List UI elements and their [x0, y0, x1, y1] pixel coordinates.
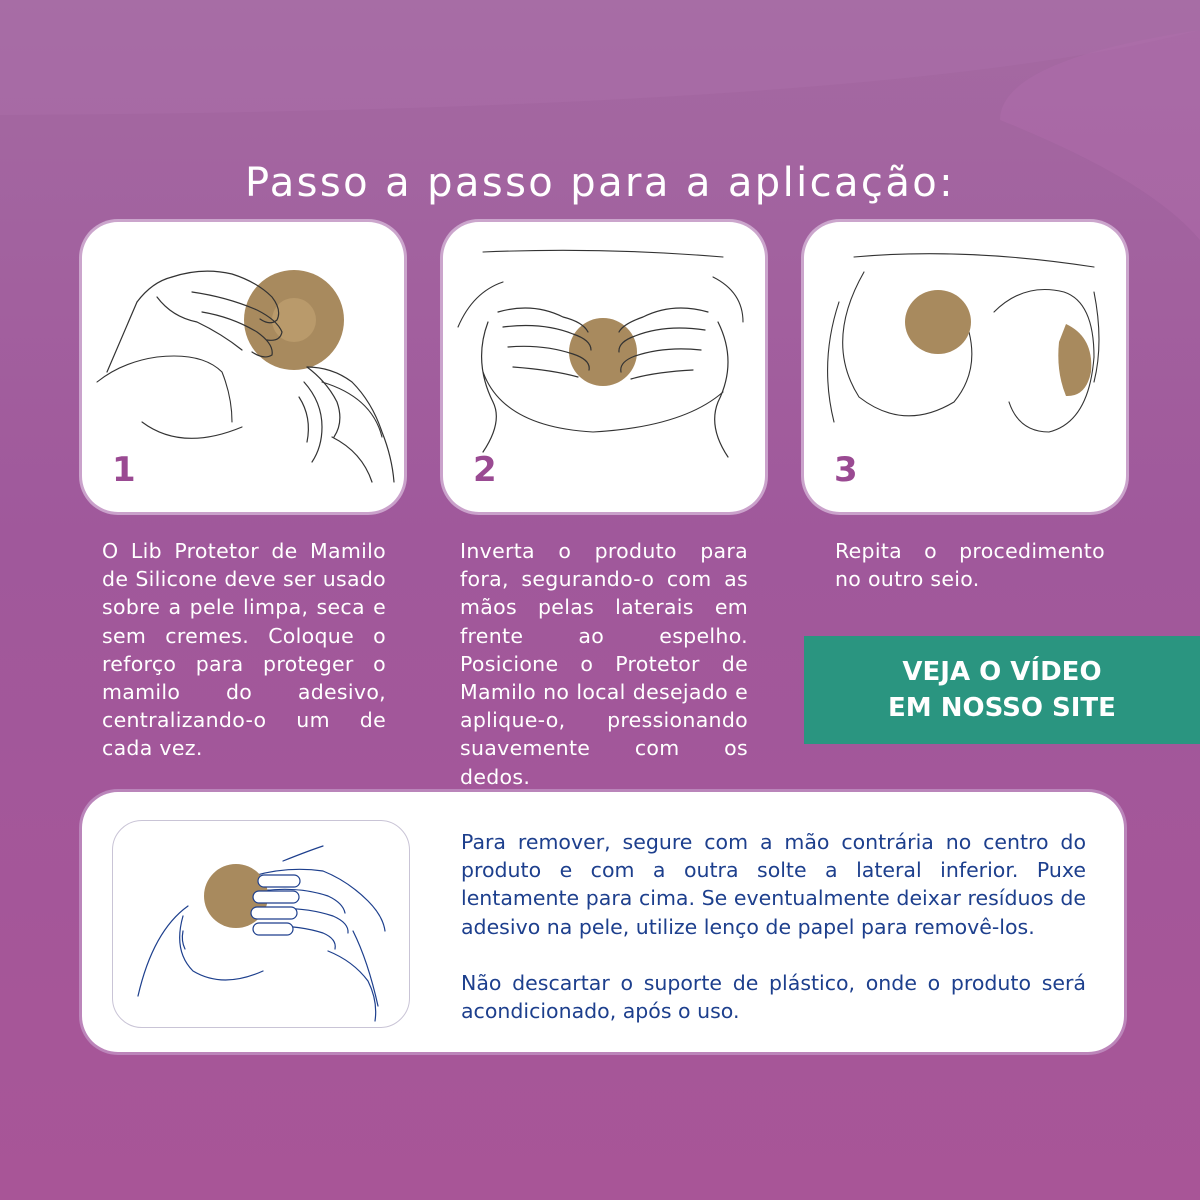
step-2-description: Inverta o produto para fora, segurando-o com as mãos pelas laterais em frente ao espelho. Posicione o Protetor de Mamilo no local desejado e aplique-o, pressionando suavemente com os dedos.: [460, 539, 748, 789]
step-2-card: [443, 222, 765, 512]
protector-disc-icon: [905, 290, 971, 354]
protector-disc-icon: [569, 318, 637, 386]
step-3-number: 3: [834, 450, 858, 490]
step-1-number: 1: [112, 450, 136, 490]
removal-instructions-card: [82, 792, 1124, 1052]
watch-video-button[interactable]: [804, 636, 1200, 744]
removal-paragraph-2: Não descartar o suporte de plástico, onde o produto será acondicionado, após o uso.: [461, 970, 1086, 1024]
watch-video-line-2: EM NOSSO SITE: [888, 693, 1116, 723]
hand-removing-protector-illustration: [113, 821, 409, 1027]
removal-illustration-frame: [112, 820, 410, 1028]
page-title: Passo a passo para a aplicação:: [245, 159, 955, 206]
step-3-description: Repita o procedimento no outro seio.: [835, 539, 1105, 592]
removal-paragraph-1: Para remover, segure com a mão contrária no centro do produto e com a outra solte a lateral inferior. Puxe lentamente para cima. Se eventualmente deixar resíduos de adesivo na pele, utilize lenço de papel para removê-los.: [461, 830, 1086, 939]
watch-video-line-1: VEJA O VÍDEO: [902, 657, 1102, 687]
step-2-number: 2: [473, 450, 497, 490]
protector-disc-side-icon: [1058, 324, 1091, 396]
step-3-card: [804, 222, 1126, 512]
step-1-description: O Lib Protetor de Mamilo de Silicone deve ser usado sobre a pele limpa, seca e sem cremes. Coloque o reforço para proteger o mamilo do adesivo, centralizando-o um de cada vez.: [102, 539, 386, 761]
removal-text: [461, 828, 1086, 1025]
step-1-card: [82, 222, 404, 512]
